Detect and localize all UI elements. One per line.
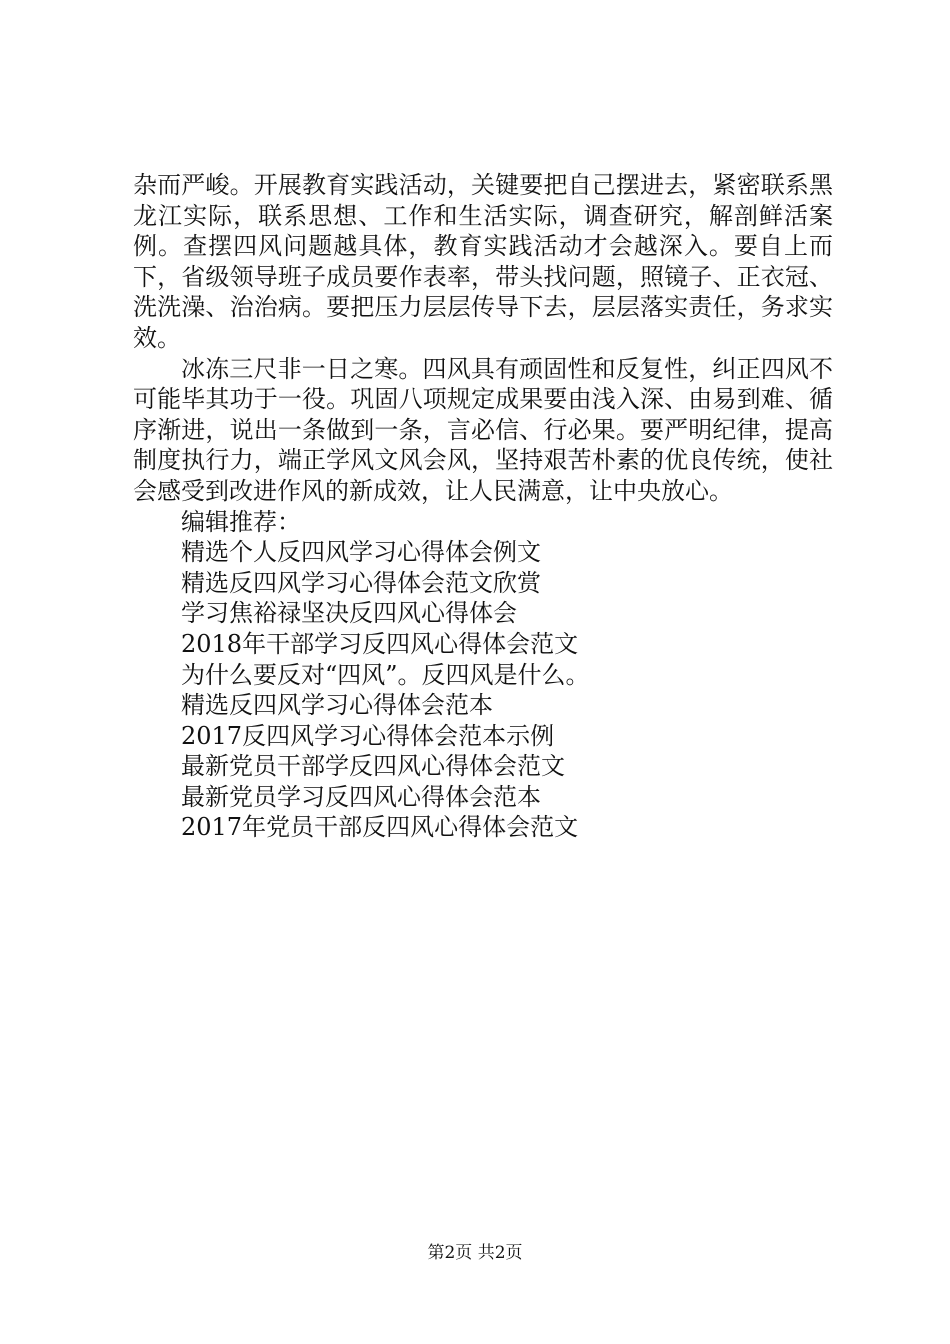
body-paragraph-continued: 杂而严峻。开展教育实践活动，关键要把自己摆进去，紧密联系黑龙江实际，联系思想、工作和生活实际，调查研究，解剖鲜活案例。查摆四风问题越具体，教育实践活动才会越深入。要自上而下，省级领导班子成员要作表率，带头找问题，照镜子、正衣冠、洗洗澡、治治病。要把压力层层传导下去，层层落实责任，务求实效。 <box>133 171 833 352</box>
recommendation-list <box>133 537 833 843</box>
document-body <box>133 170 833 843</box>
body-paragraph: 冰冻三尺非一日之寒。四风具有顽固性和反复性，纠正四风不可能毕其功于一役。巩固八项规定成果要由浅入深、由易到难、循序渐进，说出一条做到一条，言必信、行必果。要严明纪律，提高制度执行力，端正学风文风会风，坚持艰苦朴素的优良传统，使社会感受到改进作风的新成效，让人民满意，让中央放心。 <box>133 354 833 505</box>
recommendation-link[interactable]: 精选反四风学习心得体会范文欣赏 <box>181 568 541 597</box>
recommendation-link[interactable]: 最新党员学习反四风心得体会范本 <box>181 782 541 811</box>
recommendation-link[interactable]: 2018年干部学习反四风心得体会范文 <box>181 629 579 658</box>
recommendation-link[interactable]: 精选个人反四风学习心得体会例文 <box>181 538 541 567</box>
editor-recommendations-label: 编辑推荐： <box>181 507 301 536</box>
recommendation-link[interactable]: 2017反四风学习心得体会范本示例 <box>181 721 555 750</box>
page-number-footer: 第2页 共2页 <box>427 1243 523 1263</box>
recommendation-link[interactable]: 学习焦裕禄坚决反四风心得体会 <box>181 599 517 628</box>
recommendation-link[interactable]: 为什么要反对“四风”。反四风是什么。 <box>181 660 590 689</box>
recommendation-link[interactable]: 2017年党员干部反四风心得体会范文 <box>181 813 579 842</box>
recommendation-link[interactable]: 最新党员干部学反四风心得体会范文 <box>181 752 565 781</box>
recommendation-link[interactable]: 精选反四风学习心得体会范本 <box>181 691 493 720</box>
